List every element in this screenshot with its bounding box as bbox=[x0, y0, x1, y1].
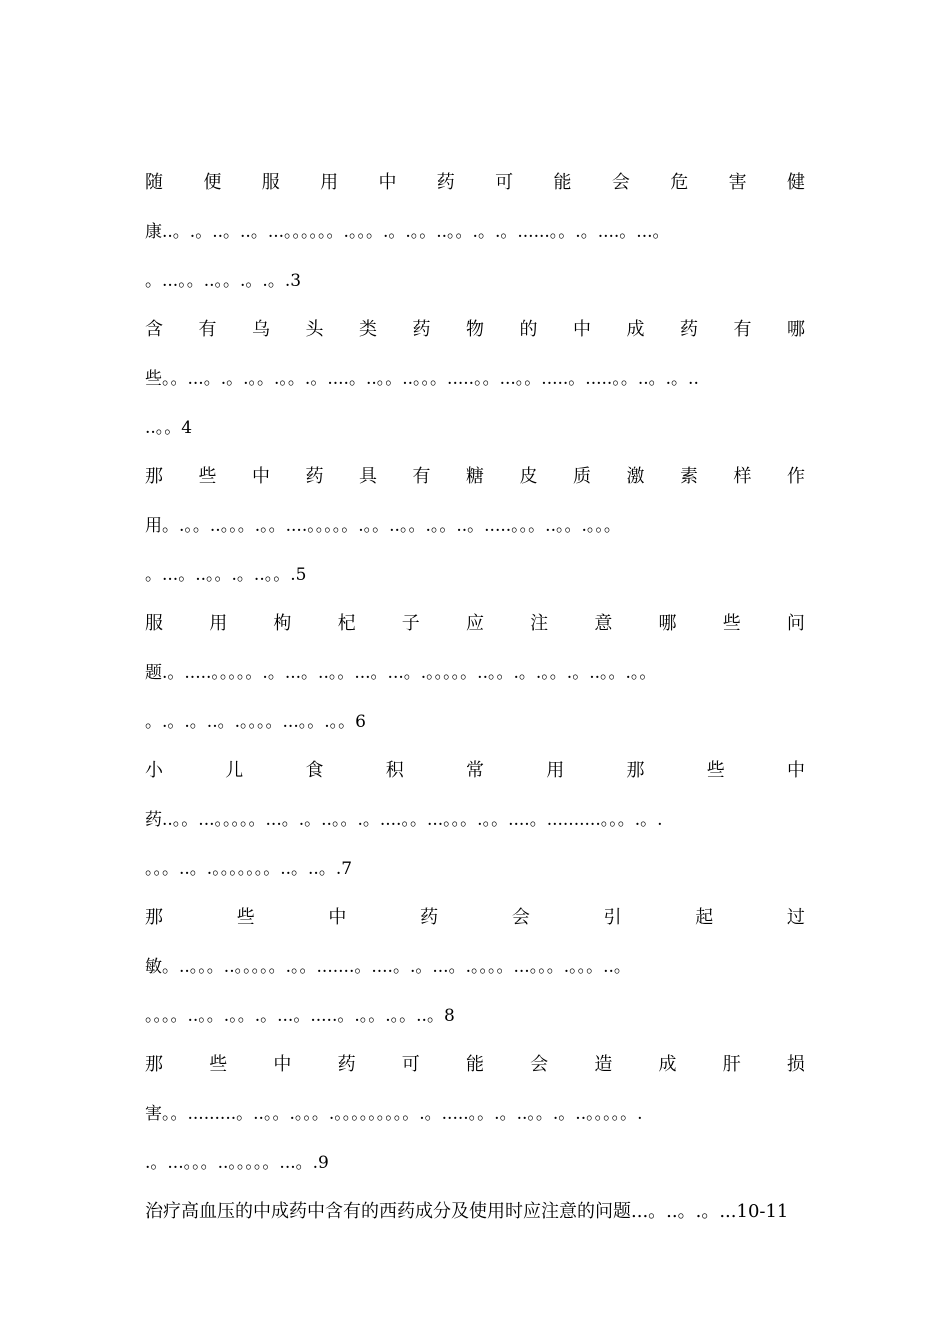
toc-entry-leader: 康..。.。..。..。...。。。。。。.。。。.。.。。..。。.。.。......。。.。....。...。 bbox=[145, 222, 670, 242]
title-char: 那 bbox=[145, 466, 163, 487]
toc-entry-page: 。...。..。。.。..。。.5 bbox=[145, 565, 307, 585]
title-char: 中 bbox=[787, 760, 805, 781]
title-char: 药 bbox=[420, 907, 439, 928]
title-char: 药 bbox=[680, 319, 698, 340]
title-char: 注 bbox=[530, 613, 549, 634]
toc-entry-final-text: 治疗高血压的中成药中含有的西药成分及使用时应注意的问题...。..。.。...10-11 bbox=[145, 1201, 789, 1222]
toc-entry-leader: 题.。.....。。。。。.。...。..。。...。...。.。。。。。..。。.。.。。.。..。。.。。 bbox=[145, 663, 657, 683]
toc-entry-page: 。。。。..。。.。。.。...。.....。.。。.。。..。8 bbox=[145, 1006, 455, 1026]
title-char: 造 bbox=[594, 1054, 613, 1075]
title-char: 具 bbox=[359, 466, 377, 487]
toc-entry-title bbox=[145, 168, 805, 217]
title-char: 含 bbox=[145, 319, 163, 340]
title-char: 可 bbox=[401, 1054, 420, 1075]
title-char: 药 bbox=[337, 1054, 356, 1075]
toc-entry-page: ..。。4 bbox=[145, 418, 193, 438]
title-char: 物 bbox=[466, 319, 484, 340]
title-char: 危 bbox=[670, 172, 689, 193]
title-char: 肝 bbox=[722, 1054, 741, 1075]
toc-entry-page: .。...。。。..。。。。。...。.9 bbox=[145, 1153, 329, 1173]
title-char: 些 bbox=[209, 1054, 228, 1075]
toc-entry-title bbox=[145, 903, 805, 952]
toc-entry-title bbox=[145, 462, 805, 511]
title-char: 作 bbox=[787, 466, 805, 487]
title-char: 成 bbox=[626, 319, 645, 340]
title-char: 食 bbox=[305, 760, 324, 781]
title-char: 可 bbox=[495, 172, 514, 193]
title-char: 那 bbox=[145, 1054, 163, 1075]
title-char: 哪 bbox=[787, 319, 805, 340]
title-char: 应 bbox=[465, 613, 484, 634]
title-char: 能 bbox=[553, 172, 572, 193]
title-char: 会 bbox=[511, 907, 530, 928]
toc-entry-leader: 用。.。。..。。。.。。....。。。。。.。。..。。.。。..。.....。。。..。。.。。。 bbox=[145, 516, 621, 536]
toc-entry-page: 。。。..。.。。。。。。。..。..。.7 bbox=[145, 859, 353, 879]
toc-entry-title bbox=[145, 609, 805, 658]
title-char: 激 bbox=[626, 466, 645, 487]
title-char: 素 bbox=[680, 466, 698, 487]
title-char: 样 bbox=[733, 466, 752, 487]
title-char: 中 bbox=[378, 172, 397, 193]
title-char: 些 bbox=[236, 907, 255, 928]
toc-entry-title bbox=[145, 315, 805, 364]
title-char: 质 bbox=[573, 466, 591, 487]
title-char: 小 bbox=[145, 760, 163, 781]
toc-entry-leader: 敏。..。。。..。。。。。.。。.......。....。.。...。.。。。。...。。。.。。。..。 bbox=[145, 957, 631, 977]
title-char: 害 bbox=[728, 172, 747, 193]
title-char: 些 bbox=[198, 466, 217, 487]
title-char: 引 bbox=[603, 907, 622, 928]
title-char: 有 bbox=[198, 319, 217, 340]
title-char: 能 bbox=[465, 1054, 484, 1075]
title-char: 损 bbox=[786, 1054, 805, 1075]
title-char: 中 bbox=[328, 907, 347, 928]
title-char: 用 bbox=[546, 760, 565, 781]
title-char: 的 bbox=[519, 319, 538, 340]
title-char: 用 bbox=[209, 613, 228, 634]
title-char: 些 bbox=[722, 613, 741, 634]
title-char: 问 bbox=[786, 613, 805, 634]
title-char: 中 bbox=[573, 319, 591, 340]
toc-entry[interactable] bbox=[145, 1050, 805, 1197]
title-char: 中 bbox=[273, 1054, 292, 1075]
toc-entry-title bbox=[145, 1050, 805, 1099]
title-char: 有 bbox=[412, 466, 431, 487]
title-char: 意 bbox=[594, 613, 613, 634]
toc-entry-page: 。...。。..。。.。.。.3 bbox=[145, 271, 302, 291]
title-char: 药 bbox=[436, 172, 455, 193]
title-char: 用 bbox=[320, 172, 339, 193]
toc-entry-final[interactable] bbox=[145, 1197, 805, 1245]
title-char: 儿 bbox=[225, 760, 244, 781]
title-char: 积 bbox=[385, 760, 404, 781]
title-char: 头 bbox=[305, 319, 324, 340]
toc-entry-leader: 些。。...。.。.。。.。。.。....。..。。..。。。.....。。...。。.....。.....。。..。.。.. bbox=[145, 369, 699, 389]
title-char: 会 bbox=[530, 1054, 549, 1075]
title-char: 中 bbox=[252, 466, 270, 487]
title-char: 那 bbox=[626, 760, 645, 781]
title-char: 子 bbox=[401, 613, 420, 634]
title-char: 枸 bbox=[273, 613, 292, 634]
toc-entry[interactable] bbox=[145, 462, 805, 609]
toc-entry[interactable] bbox=[145, 168, 805, 315]
toc-entry[interactable] bbox=[145, 903, 805, 1050]
toc-entry-leader: 药..。。...。。。。。...。.。..。。.。....。。...。。。.。。....。..........。。。.。. bbox=[145, 810, 663, 830]
title-char: 哪 bbox=[658, 613, 677, 634]
title-char: 药 bbox=[305, 466, 324, 487]
toc-entry-page: 。.。.。..。.。。。。...。。.。。6 bbox=[145, 712, 366, 732]
title-char: 类 bbox=[359, 319, 377, 340]
title-char: 服 bbox=[261, 172, 280, 193]
title-char: 服 bbox=[145, 613, 163, 634]
toc-entry[interactable] bbox=[145, 756, 805, 903]
title-char: 常 bbox=[466, 760, 484, 781]
toc-entry[interactable] bbox=[145, 315, 805, 462]
title-char: 糖 bbox=[466, 466, 484, 487]
title-char: 杞 bbox=[337, 613, 356, 634]
title-char: 健 bbox=[786, 172, 805, 193]
toc-entry-leader: 害。。.........。..。。.。。。.。。。。。。。。。.。.....。。.。..。。.。..。。。。。. bbox=[145, 1104, 643, 1124]
title-char: 那 bbox=[145, 907, 163, 928]
title-char: 些 bbox=[706, 760, 725, 781]
title-char: 会 bbox=[611, 172, 630, 193]
title-char: 药 bbox=[412, 319, 431, 340]
title-char: 便 bbox=[203, 172, 222, 193]
title-char: 乌 bbox=[252, 319, 270, 340]
title-char: 起 bbox=[695, 907, 714, 928]
title-char: 皮 bbox=[519, 466, 538, 487]
table-of-contents bbox=[145, 168, 805, 1245]
toc-entry[interactable] bbox=[145, 609, 805, 756]
title-char: 随 bbox=[145, 172, 163, 193]
title-char: 有 bbox=[733, 319, 752, 340]
title-char: 成 bbox=[658, 1054, 677, 1075]
toc-entry-title bbox=[145, 756, 805, 805]
title-char: 过 bbox=[786, 907, 805, 928]
